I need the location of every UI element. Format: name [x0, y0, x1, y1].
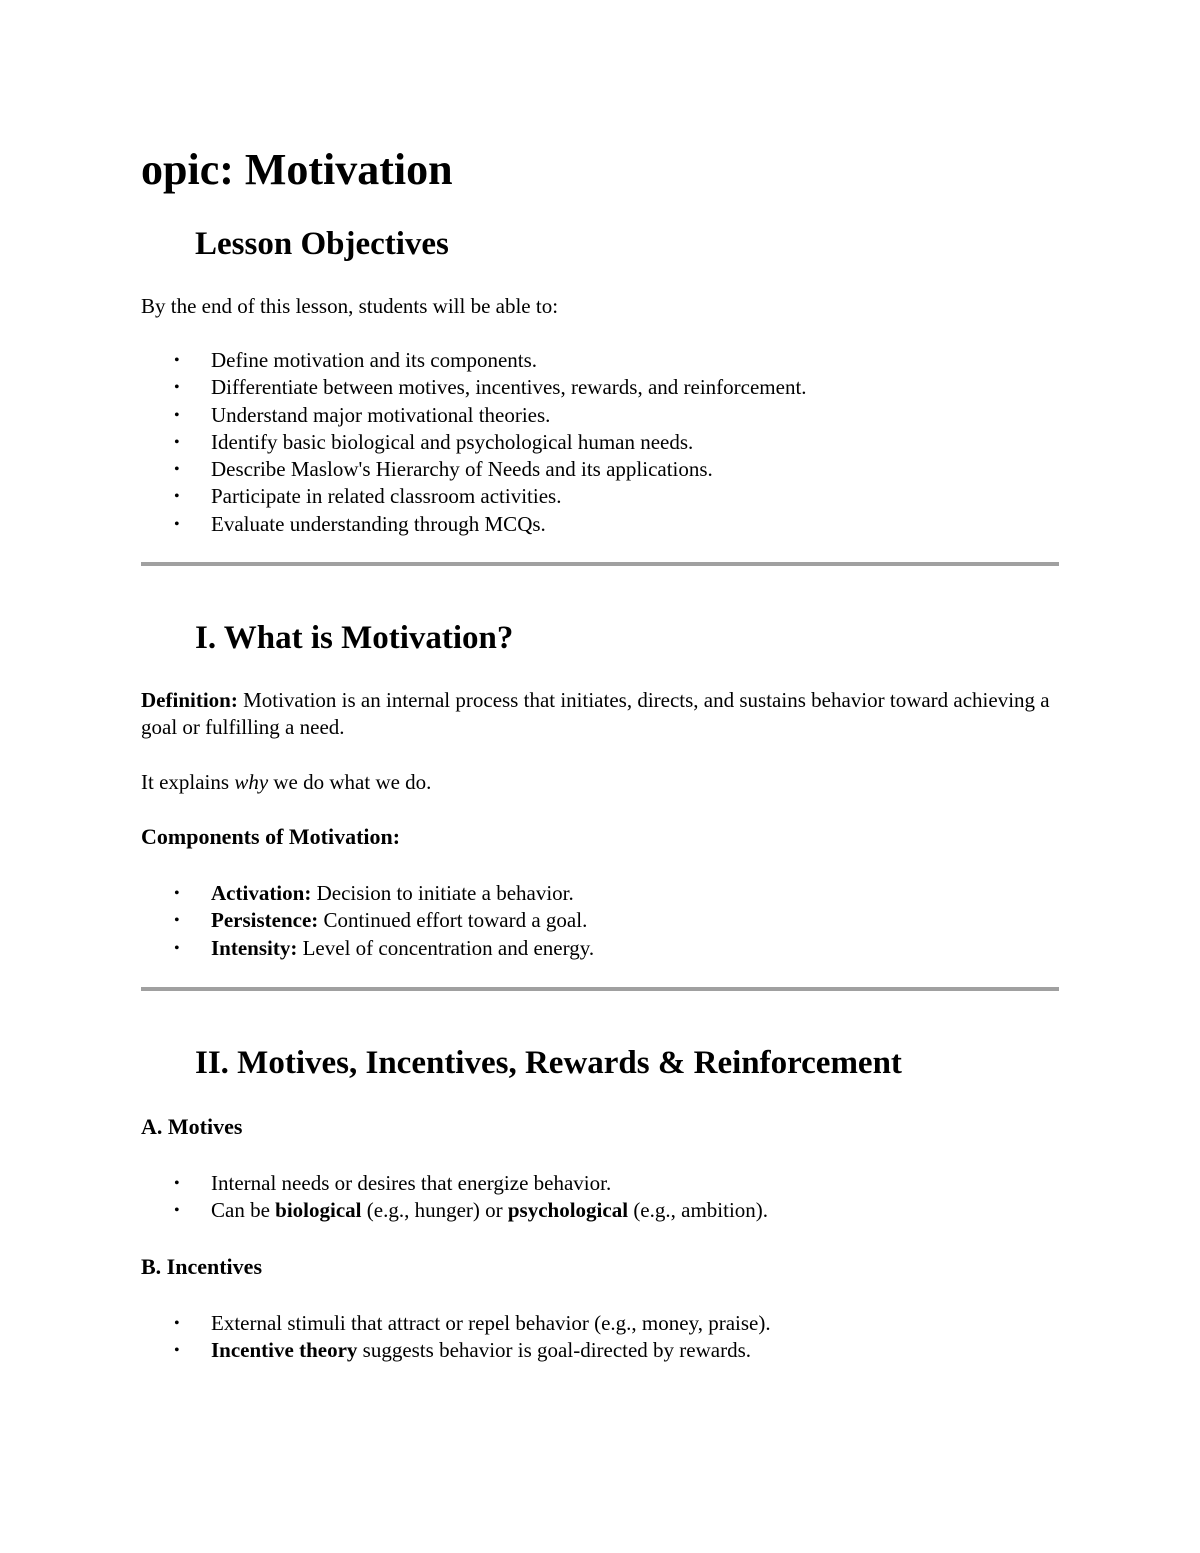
components-heading: Components of Motivation:: [141, 824, 401, 849]
incentives-heading: B. Incentives: [141, 1254, 262, 1279]
objectives-intro: By the end of this lesson, students will be able to:: [141, 294, 559, 318]
page-title: opic: Motivation: [141, 145, 453, 194]
bullet-icon: •: [174, 1175, 180, 1192]
bullet-icon: •: [174, 352, 180, 369]
bullet-icon: •: [174, 912, 180, 930]
section-divider: [141, 987, 1059, 991]
objectives-heading: Lesson Objectives: [195, 226, 449, 262]
list-item: • Understand major motivational theories.: [141, 402, 1056, 429]
incentives-list: [141, 1310, 1056, 1365]
list-item: • Identify basic biological and psychological human needs.: [141, 429, 1056, 456]
list-item: • Participate in related classroom activities.: [141, 483, 1056, 510]
list-item: • Differentiate between motives, incentives, rewards, and reinforcement.: [141, 374, 1056, 401]
list-item: • Evaluate understanding through MCQs.: [141, 511, 1056, 538]
components-list: [141, 880, 1056, 962]
section1-heading: I. What is Motivation?: [195, 620, 514, 656]
objectives-list: [141, 347, 1056, 538]
list-item: • Activation: Decision to initiate a behavior.: [141, 880, 1056, 907]
definition-label: Definition:: [141, 688, 238, 712]
bullet-icon: •: [174, 885, 180, 902]
list-item: • Incentive theory suggests behavior is goal-directed by rewards.: [141, 1337, 1056, 1364]
explains-paragraph: It explains why we do what we do.: [141, 770, 432, 794]
bullet-icon: •: [174, 488, 180, 506]
list-item: • Define motivation and its components.: [141, 347, 1056, 374]
motives-list: [141, 1170, 1056, 1225]
list-item: • Persistence: Continued effort toward a goal.: [141, 907, 1056, 934]
motives-heading: A. Motives: [141, 1114, 243, 1139]
list-item: • Can be biological (e.g., hunger) or psychological (e.g., ambition).: [141, 1197, 1056, 1224]
list-item: • External stimuli that attract or repel behavior (e.g., money, praise).: [141, 1310, 1056, 1337]
bullet-icon: •: [174, 461, 180, 479]
list-item: • Intensity: Level of concentration and energy.: [141, 935, 1056, 962]
bullet-icon: •: [174, 1315, 180, 1332]
bullet-icon: •: [174, 515, 180, 533]
bullet-icon: •: [174, 379, 180, 397]
bullet-icon: •: [174, 939, 180, 957]
list-item: • Describe Maslow's Hierarchy of Needs and its applications.: [141, 456, 1056, 483]
bullet-icon: •: [174, 1342, 180, 1360]
section2-heading: II. Motives, Incentives, Rewards & Reinforcement: [195, 1045, 902, 1081]
definition-paragraph: Definition: Motivation is an internal process that initiates, directs, and sustains behavior toward achieving a goal or fulfilling a need.: [141, 688, 1050, 739]
bullet-icon: •: [174, 433, 180, 451]
list-item: • Internal needs or desires that energize behavior.: [141, 1170, 1056, 1197]
section-divider: [141, 562, 1059, 566]
bullet-icon: •: [174, 406, 180, 424]
bullet-icon: •: [174, 1202, 180, 1220]
